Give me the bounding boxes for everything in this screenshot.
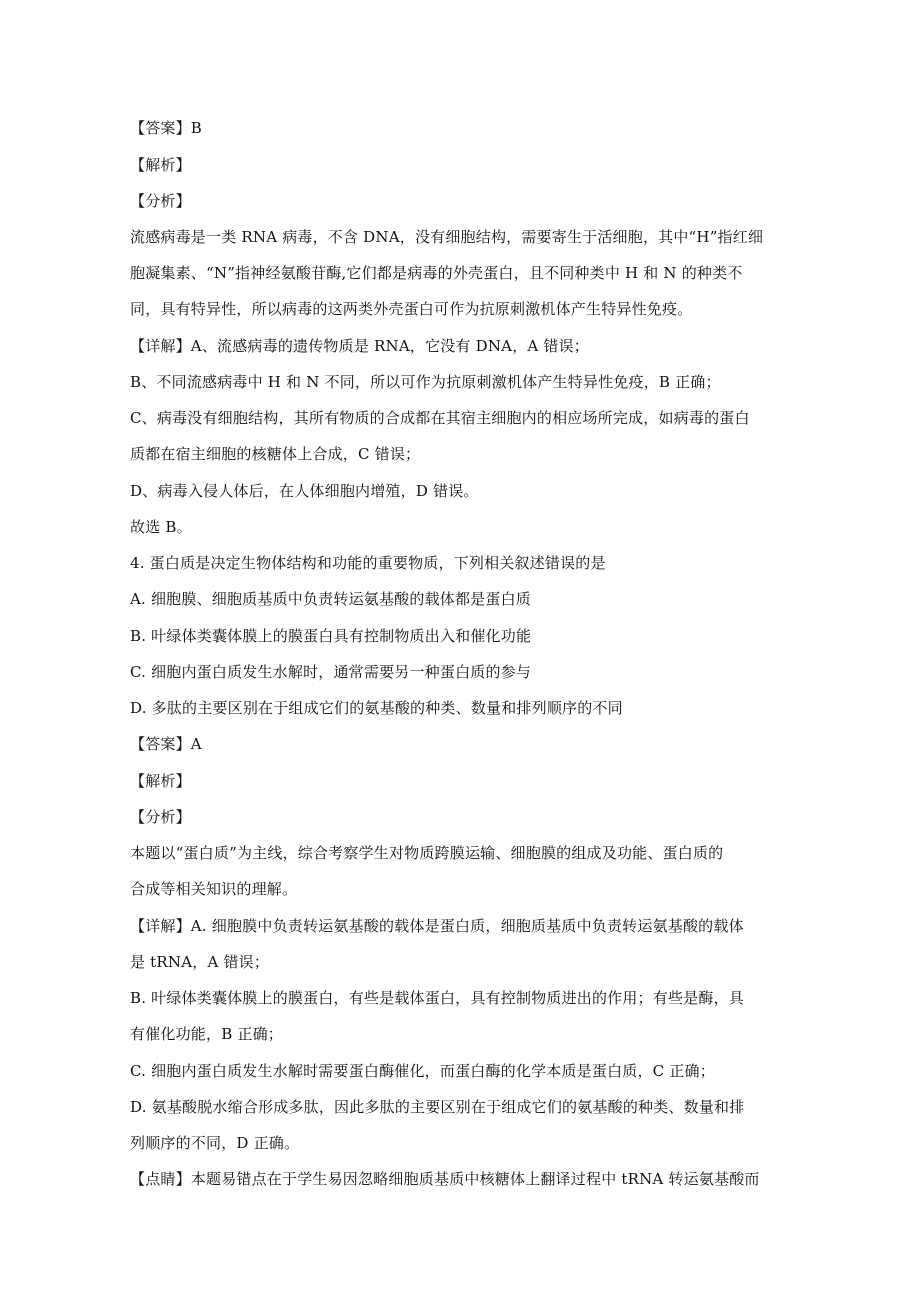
analysis-text-line: 本题以“蛋白质”为主线，综合考察学生对物质跨膜运输、细胞膜的组成及功能、蛋白质的 <box>130 844 724 862</box>
detail-text-line: D、病毒入侵人体后，在人体细胞内增殖，D 错误。 <box>130 482 479 500</box>
option-a: A. 细胞膜、细胞质基质中负责转运氨基酸的载体都是蛋白质 <box>130 590 531 608</box>
analysis-text-line: 流感病毒是一类 RNA 病毒，不含 DNA，没有细胞结构，需要寄生于活细胞，其中“H”指红细 <box>130 228 764 246</box>
analysis-text-line: 胞凝集素、“N”指神经氨酸苷酶,它们都是病毒的外壳蛋白，且不同种类中 H 和 N 的种类不 <box>130 264 743 282</box>
option-b: B. 叶绿体类囊体膜上的膜蛋白具有控制物质出入和催化功能 <box>130 627 532 645</box>
detail-text-line: 列顺序的不同，D 正确。 <box>130 1134 300 1152</box>
analysis-text-line: 同，具有特异性，所以病毒的这两类外壳蛋白可作为抗原刺激机体产生特异性免疫。 <box>130 300 693 318</box>
conclusion-text: 故选 B。 <box>130 518 192 536</box>
answer-label-q3: 【答案】B <box>130 119 203 137</box>
tip-text-line: 【点睛】本题易错点在于学生易因忽略细胞质基质中核糖体上翻译过程中 tRNA 转运氨基酸而 <box>130 1170 760 1188</box>
detail-text-line: B. 叶绿体类囊体膜上的膜蛋白，有些是载体蛋白，具有控制物质进出的作用；有些是酶，具 <box>130 989 744 1007</box>
question-4-stem: 4. 蛋白质是决定生物体结构和功能的重要物质，下列相关叙述错误的是 <box>130 554 606 572</box>
analysis-text-line: 合成等相关知识的理解。 <box>130 880 298 898</box>
analysis-heading-q4: 【解析】 <box>130 772 191 790</box>
option-d: D. 多肽的主要区别在于组成它们的氨基酸的种类、数量和排列顺序的不同 <box>130 699 623 717</box>
detail-text-line: B、不同流感病毒中 H 和 N 不同，所以可作为抗原刺激机体产生特异性免疫，B 正确； <box>130 373 721 391</box>
detail-text-line: 【详解】A. 细胞膜中负责转运氨基酸的载体是蛋白质，细胞质基质中负责转运氨基酸的载体 <box>130 917 744 935</box>
analysis-heading-q3: 【解析】 <box>130 156 191 174</box>
analysis-subheading-q3: 【分析】 <box>130 192 191 210</box>
detail-text-line: 质都在宿主细胞的核糖体上合成，C 错误； <box>130 445 421 463</box>
detail-text-line: D. 氨基酸脱水缩合形成多肽，因此多肽的主要区别在于组成它们的氨基酸的种类、数量和排 <box>130 1098 745 1116</box>
analysis-subheading-q4: 【分析】 <box>130 808 191 826</box>
detail-text-line: C、病毒没有细胞结构，其所有物质的合成都在其宿主细胞内的相应场所完成，如病毒的蛋白 <box>130 409 750 427</box>
detail-text-line: 【详解】A、流感病毒的遗传物质是 RNA，它没有 DNA，A 错误； <box>130 337 590 355</box>
option-c: C. 细胞内蛋白质发生水解时，通常需要另一种蛋白质的参与 <box>130 663 532 681</box>
detail-text-line: 是 tRNA，A 错误； <box>130 953 270 971</box>
answer-label-q4: 【答案】A <box>130 735 202 753</box>
detail-text-line: C. 细胞内蛋白质发生水解时需要蛋白酶催化，而蛋白酶的化学本质是蛋白质，C 正确； <box>130 1062 715 1080</box>
detail-text-line: 有催化功能，B 正确； <box>130 1025 283 1043</box>
